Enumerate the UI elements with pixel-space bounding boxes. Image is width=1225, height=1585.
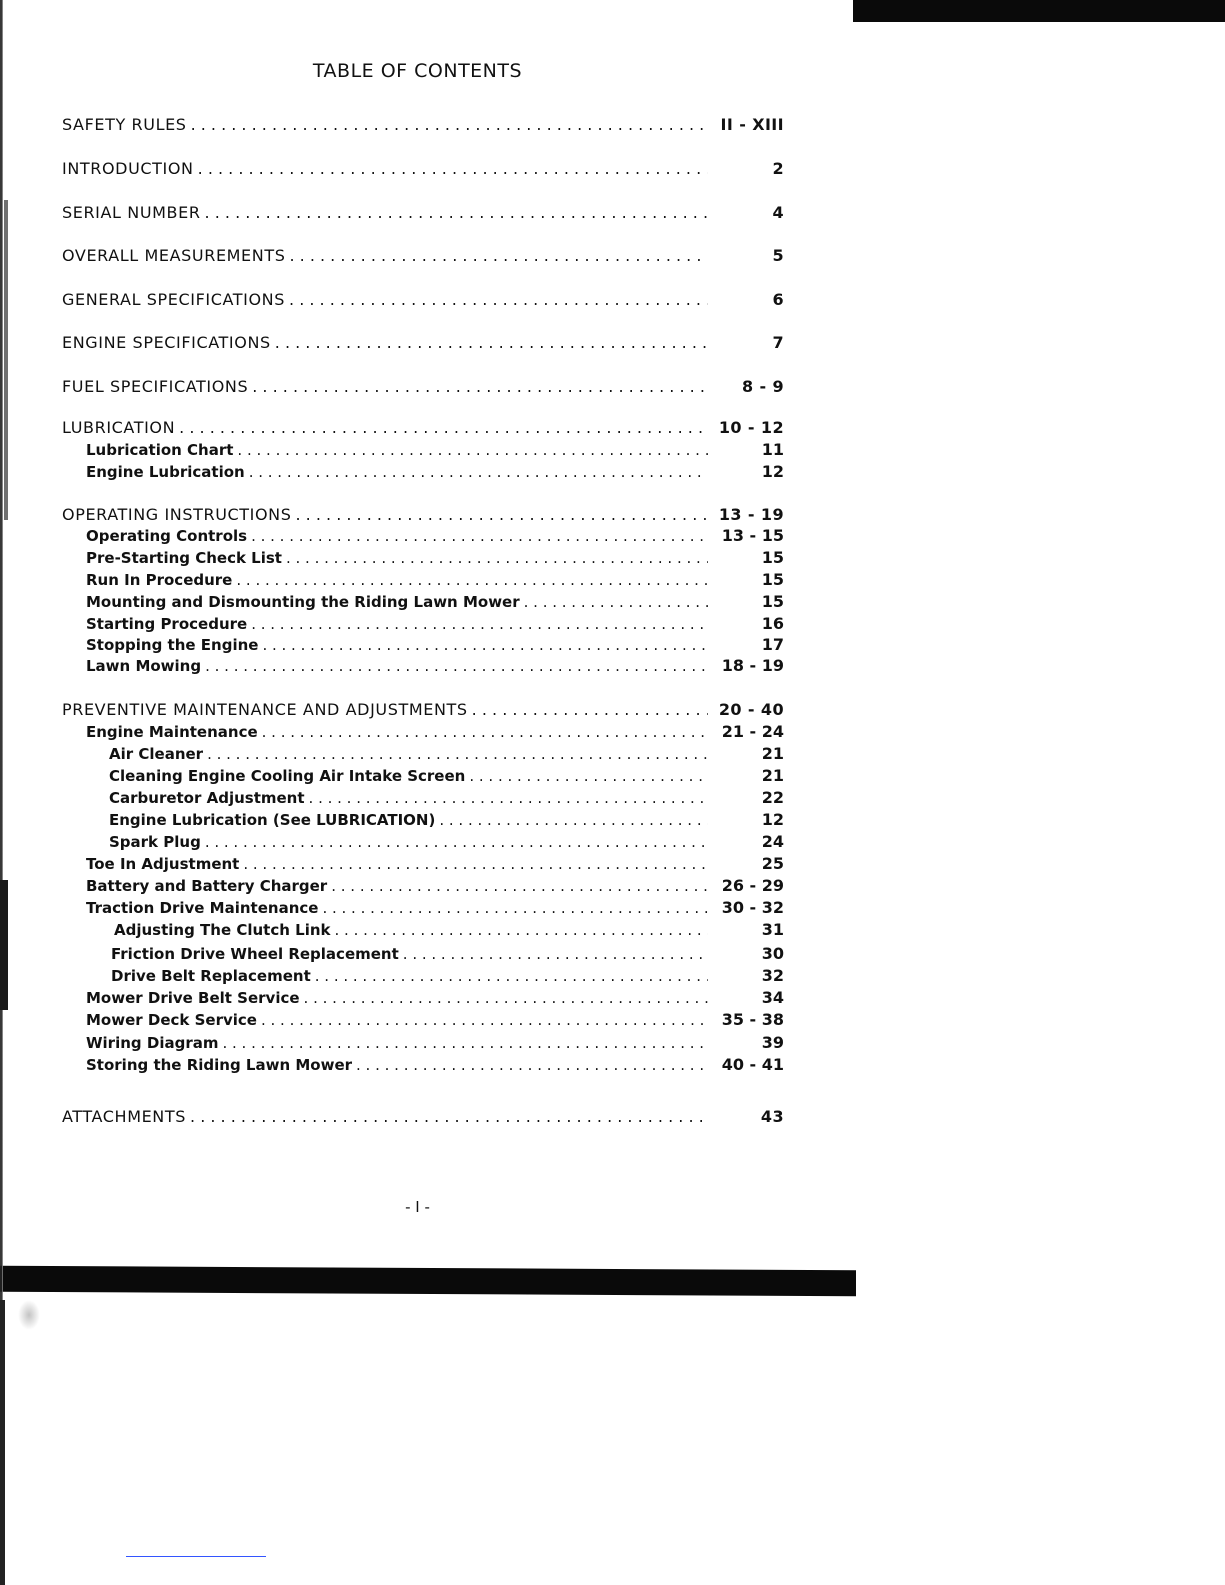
toc-entry-page: 18 - 19: [721, 656, 784, 675]
toc-entry-general-specifications[interactable]: [62, 287, 784, 309]
toc-entry-label: Run In Procedure: [86, 571, 233, 589]
toc-entry-page: 21 - 24: [721, 722, 784, 741]
toc-entry-page: 12: [761, 810, 784, 829]
toc-entry-pre-starting-check-list[interactable]: [62, 545, 784, 567]
toc-entry-page: 39: [761, 1033, 784, 1052]
toc-entry-adjusting-clutch-link[interactable]: [62, 917, 784, 939]
toc-entry-mower-deck-service[interactable]: [62, 1007, 784, 1029]
toc-entry-label: Cleaning Engine Cooling Air Intake Screen: [109, 767, 466, 785]
dot-leader: [322, 899, 708, 917]
dot-leader: [403, 945, 708, 963]
toc-entry-page: 13 - 15: [721, 526, 784, 545]
toc-entry-label: Engine Maintenance: [86, 723, 258, 741]
scan-bar-bottom: [0, 1266, 856, 1296]
toc-entry-engine-maintenance[interactable]: [62, 719, 784, 741]
toc-entry-page: 7: [772, 333, 784, 352]
toc-entry-label: SERIAL NUMBER: [62, 203, 201, 222]
toc-entry-toe-in-adjustment[interactable]: [62, 851, 784, 873]
toc-entry-overall-measurements[interactable]: [62, 243, 784, 265]
toc-entry-label: Mower Drive Belt Service: [86, 989, 300, 1007]
dot-leader: [289, 246, 708, 265]
toc-entry-label: Friction Drive Wheel Replacement: [111, 945, 399, 963]
toc-entry-lubrication[interactable]: [62, 415, 784, 437]
toc-entry-label: Spark Plug: [109, 833, 201, 851]
toc-entry-label: PREVENTIVE MAINTENANCE AND ADJUSTMENTS: [62, 700, 468, 719]
toc-entry-serial-number[interactable]: [62, 200, 784, 222]
toc-entry-page: 12: [761, 462, 784, 481]
toc-entry-label: ATTACHMENTS: [62, 1107, 187, 1126]
dot-leader: [439, 811, 708, 829]
toc-entry-label: Lubrication Chart: [86, 441, 234, 459]
dot-leader: [222, 1034, 708, 1052]
toc-entry-page: 22: [761, 788, 784, 807]
dot-leader: [251, 527, 708, 545]
toc-entry-page: 35 - 38: [721, 1010, 784, 1029]
toc-entry-page: 5: [772, 246, 784, 265]
toc-entry-engine-lubrication[interactable]: [62, 459, 784, 481]
toc-entry-page: 8 - 9: [741, 377, 784, 396]
dot-leader: [524, 593, 708, 611]
dot-leader: [249, 463, 708, 481]
toc-entry-page: 6: [772, 290, 784, 309]
toc-entry-page: 43: [760, 1107, 784, 1126]
dot-leader: [205, 657, 708, 675]
toc-entry-page: 26 - 29: [721, 876, 784, 895]
scan-edge-mark: [0, 880, 8, 1010]
toc-entry-label: Mounting and Dismounting the Riding Lawn Mower: [86, 593, 520, 611]
dot-leader: [198, 159, 708, 178]
toc-entry-engine-lubrication-see[interactable]: [62, 807, 784, 829]
scan-bar-top: [853, 0, 1225, 22]
toc-entry-page: 15: [761, 548, 784, 567]
dot-leader: [262, 723, 708, 741]
dot-leader: [309, 789, 708, 807]
dot-leader: [251, 615, 708, 633]
toc-entry-introduction[interactable]: [62, 156, 784, 178]
dot-leader: [252, 377, 708, 396]
toc-entry-page: 17: [761, 635, 784, 654]
toc-entry-label: Drive Belt Replacement: [111, 967, 311, 985]
dot-leader: [237, 441, 708, 459]
toc-entry-label: LUBRICATION: [62, 418, 176, 437]
dot-leader: [262, 636, 708, 654]
toc-entry-spark-plug[interactable]: [62, 829, 784, 851]
dot-leader: [335, 921, 709, 939]
toc-entry-attachments[interactable]: [62, 1104, 784, 1126]
toc-entry-mounting-dismounting[interactable]: [62, 589, 784, 611]
toc-entry-starting-procedure[interactable]: [62, 611, 784, 633]
toc-entry-wiring-diagram[interactable]: [62, 1030, 784, 1052]
toc-entry-label: Operating Controls: [86, 527, 248, 545]
toc-entry-page: 15: [761, 570, 784, 589]
toc-entry-lubrication-chart[interactable]: [62, 437, 784, 459]
link-underline: [126, 1556, 266, 1557]
dot-leader: [205, 833, 708, 851]
toc-entry-label: Lawn Mowing: [86, 657, 202, 675]
dot-leader: [191, 115, 708, 134]
dot-leader: [315, 967, 708, 985]
dot-leader: [190, 1107, 708, 1126]
toc-entry-friction-drive-wheel[interactable]: [62, 941, 784, 963]
toc-entry-page: 2: [772, 159, 784, 178]
toc-entry-label: Starting Procedure: [86, 615, 248, 633]
toc-entry-label: Engine Lubrication (See LUBRICATION): [109, 811, 436, 829]
dot-leader: [289, 290, 708, 309]
toc-entry-label: Engine Lubrication: [86, 463, 245, 481]
toc-entry-label: OVERALL MEASUREMENTS: [62, 246, 286, 265]
toc-entry-label: Traction Drive Maintenance: [86, 899, 319, 917]
dot-leader: [243, 855, 708, 873]
toc-entry-page: 15: [761, 592, 784, 611]
toc-entry-label: INTRODUCTION: [62, 159, 194, 178]
toc-entry-label: Storing the Riding Lawn Mower: [86, 1056, 353, 1074]
scan-edge-mark: [4, 200, 8, 520]
dot-leader: [179, 418, 708, 437]
toc-entry-stopping-the-engine[interactable]: [62, 632, 784, 654]
dot-leader: [472, 700, 708, 719]
toc-entry-page: 4: [772, 203, 784, 222]
toc-entry-page: 13 - 19: [718, 505, 784, 524]
toc-entry-page: 20 - 40: [718, 700, 784, 719]
toc-entry-run-in-procedure[interactable]: [62, 567, 784, 589]
toc-entry-cleaning-intake-screen[interactable]: [62, 763, 784, 785]
toc-entry-engine-specifications[interactable]: [62, 330, 784, 352]
scan-smudge: [18, 1300, 40, 1330]
toc-entry-page: 31: [761, 920, 784, 939]
toc-entry-label: ENGINE SPECIFICATIONS: [62, 333, 271, 352]
toc-entry-safety-rules[interactable]: [62, 112, 784, 134]
table-of-contents: [62, 0, 784, 1200]
toc-entry-page: II - XIII: [720, 115, 784, 134]
toc-entry-label: FUEL SPECIFICATIONS: [62, 377, 249, 396]
toc-entry-preventive-maintenance[interactable]: [62, 697, 784, 719]
page-number: - I -: [405, 1198, 430, 1216]
toc-entry-page: 11: [761, 440, 784, 459]
dot-leader: [469, 767, 708, 785]
dot-leader: [207, 745, 708, 763]
toc-entry-fuel-specifications[interactable]: [62, 374, 784, 396]
toc-entry-operating-controls[interactable]: [62, 523, 784, 545]
toc-entry-lawn-mowing[interactable]: [62, 653, 784, 675]
toc-entry-page: 30 - 32: [721, 898, 784, 917]
toc-entry-page: 24: [761, 832, 784, 851]
toc-entry-operating-instructions[interactable]: [62, 502, 784, 524]
dot-leader: [261, 1011, 708, 1029]
toc-entry-page: 30: [761, 944, 784, 963]
toc-entry-carburetor-adjustment[interactable]: [62, 785, 784, 807]
toc-entry-label: Adjusting The Clutch Link: [114, 921, 331, 939]
scan-edge-mark: [0, 1300, 5, 1585]
toc-entry-page: 32: [761, 966, 784, 985]
toc-entry-label: Carburetor Adjustment: [109, 789, 305, 807]
toc-entry-drive-belt-replacement[interactable]: [62, 963, 784, 985]
dot-leader: [296, 505, 709, 524]
toc-entry-label: SAFETY RULES: [62, 115, 187, 134]
toc-entry-storing-mower[interactable]: [62, 1052, 784, 1074]
toc-entry-page: 16: [761, 614, 784, 633]
toc-entry-label: GENERAL SPECIFICATIONS: [62, 290, 286, 309]
dot-leader: [286, 549, 708, 567]
dot-leader: [205, 203, 708, 222]
toc-entry-label: Toe In Adjustment: [86, 855, 240, 873]
dot-leader: [356, 1056, 708, 1074]
dot-leader: [236, 571, 708, 589]
toc-entry-label: Battery and Battery Charger: [86, 877, 328, 895]
toc-entry-label: Mower Deck Service: [86, 1011, 257, 1029]
dot-leader: [304, 989, 708, 1007]
toc-entry-air-cleaner[interactable]: [62, 741, 784, 763]
toc-entry-label: Air Cleaner: [109, 745, 204, 763]
toc-entry-label: OPERATING INSTRUCTIONS: [62, 505, 292, 524]
toc-entry-label: Wiring Diagram: [86, 1034, 219, 1052]
toc-entry-label: Pre-Starting Check List: [86, 549, 282, 567]
toc-entry-page: 21: [761, 744, 784, 763]
toc-entry-page: 10 - 12: [718, 418, 784, 437]
toc-entry-page: 40 - 41: [721, 1055, 784, 1074]
dot-leader: [331, 877, 708, 895]
toc-entry-label: Stopping the Engine: [86, 636, 259, 654]
toc-entry-page: 21: [761, 766, 784, 785]
toc-entry-page: 34: [761, 988, 784, 1007]
dot-leader: [275, 333, 708, 352]
toc-entry-page: 25: [761, 854, 784, 873]
toc-entry-battery-charger[interactable]: [62, 873, 784, 895]
toc-entry-mower-drive-belt-service[interactable]: [62, 985, 784, 1007]
page-title: TABLE OF CONTENTS: [312, 60, 523, 82]
toc-entry-traction-drive-maintenance[interactable]: [62, 895, 784, 917]
